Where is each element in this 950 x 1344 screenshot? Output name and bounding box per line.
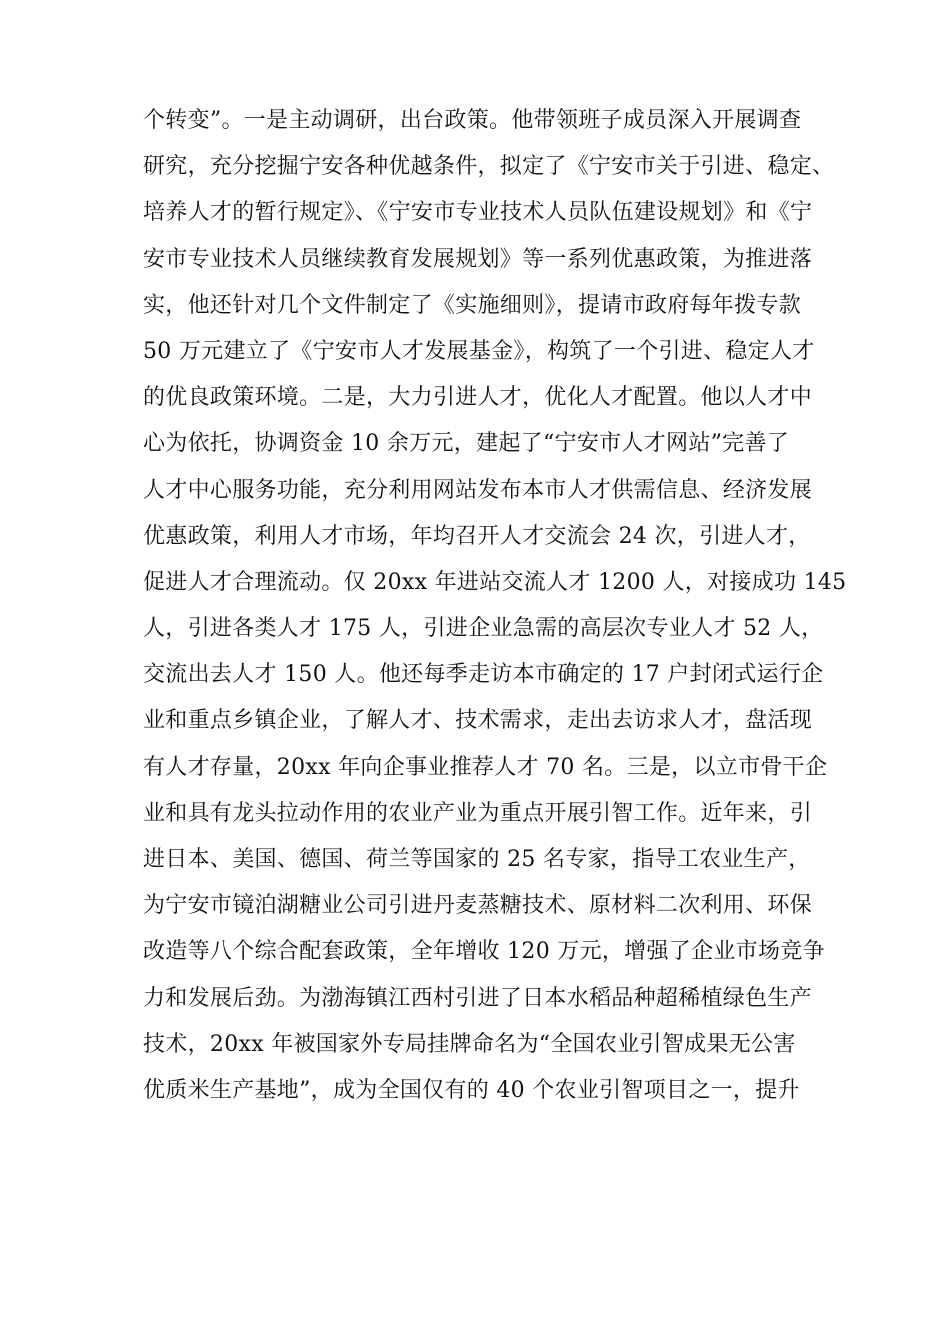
text-line: 研究，充分挖掘宁安各种优越条件，拟定了《宁安市关于引进、稳定、 — [143, 154, 835, 180]
text-line: 个转变”。一是主动调研，出台政策。他带领班子成员深入开展调查 — [143, 108, 802, 133]
text-line: 交流出去人才 150 人。他还每季走访本市确定的 17 户封闭式运行企 — [143, 662, 824, 688]
text-line: 促进人才合理流动。仅 20xx 年进站交流人才 1200 人，对接成功 145 — [143, 569, 847, 595]
body-text — [143, 98, 847, 1114]
text-line: 优质米生产基地”，成为全国仅有的 40 个农业引智项目之一，提升 — [143, 1077, 800, 1103]
text-line: 人，引进各类人才 175 人，引进企业急需的高层次专业人才 52 人， — [143, 616, 824, 642]
text-line: 优惠政策，利用人才市场，年均召开人才交流会 24 次，引进人才， — [143, 523, 811, 549]
text-line: 力和发展后劲。为渤海镇江西村引进了日本水稻品种超稀植绿色生产 — [143, 985, 813, 1011]
text-line: 技术，20xx 年被国家外专局挂牌命名为“全国农业引智成果无公害 — [143, 1031, 796, 1057]
text-line: 的优良政策环境。二是，大力引进人才，优化人才配置。他以人才中 — [143, 385, 813, 411]
text-line: 人才中心服务功能，充分利用网站发布本市人才供需信息、经济发展 — [143, 477, 813, 503]
text-line: 进日本、美国、德国、荷兰等国家的 25 名专家，指导工农业生产， — [143, 847, 811, 872]
text-line: 业和具有龙头拉动作用的农业产业为重点开展引智工作。近年来，引 — [143, 800, 813, 826]
text-line: 有人才存量，20xx 年向企事业推荐人才 70 名。三是，以立市骨干企 — [143, 754, 828, 780]
text-line: 业和重点乡镇企业，了解人才、技术需求，走出去访求人才，盘活现 — [143, 708, 813, 734]
text-line: 为宁安市镜泊湖糖业公司引进丹麦蒸糖技术、原材料二次利用、环保 — [143, 893, 813, 919]
text-line: 心为依托，协调资金 10 余万元，建起了“宁安市人才网站”完善了 — [143, 431, 790, 457]
text-line: 改造等八个综合配套政策，全年增收 120 万元，增强了企业市场竞争 — [143, 939, 825, 965]
text-line: 培养人才的暂行规定》、《宁安市专业技术人员队伍建设规划》和《宁 — [143, 200, 813, 226]
text-line: 50 万元建立了《宁安市人才发展基金》，构筑了一个引进、稳定人才 — [143, 338, 815, 364]
text-line: 安市专业技术人员继续教育发展规划》等一系列优惠政策，为推进落 — [143, 246, 813, 272]
text-line: 实，他还针对几个文件制定了《实施细则》，提请市政府每年拨专款 — [143, 292, 802, 318]
